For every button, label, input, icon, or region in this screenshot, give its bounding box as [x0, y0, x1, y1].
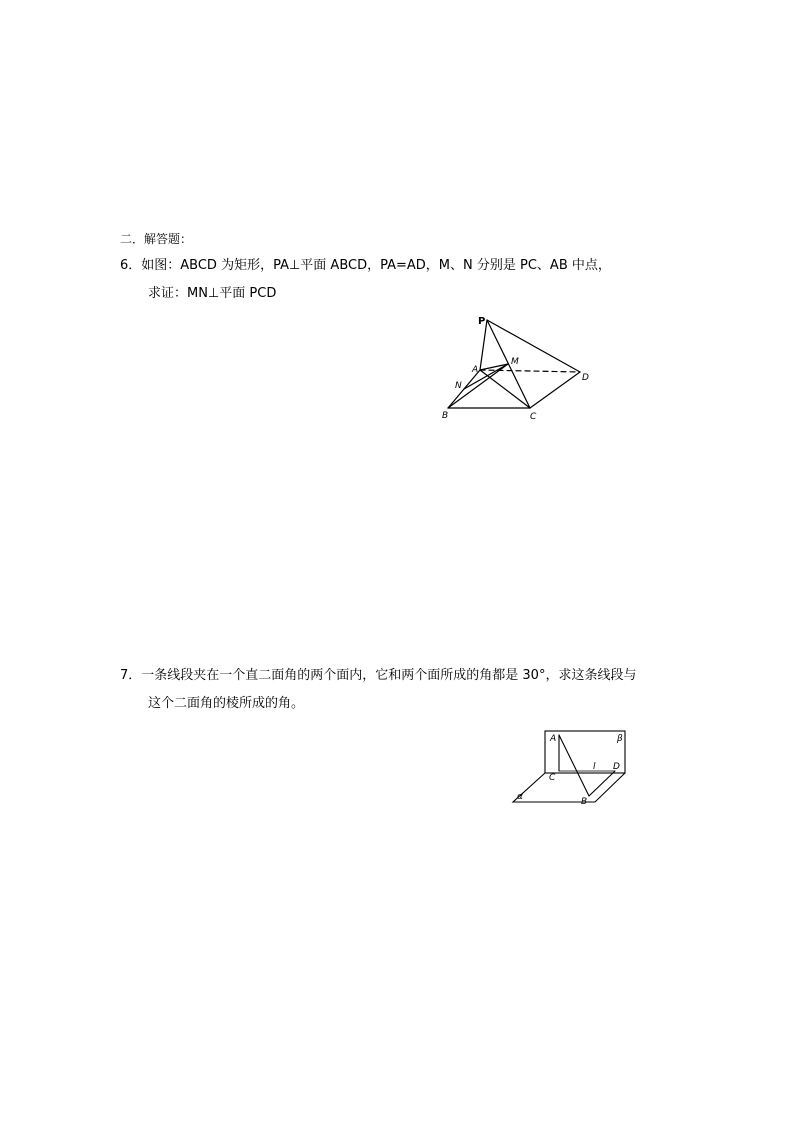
- label-P: P: [478, 316, 486, 327]
- segment-NM: [464, 364, 508, 389]
- label-C: C: [549, 773, 556, 783]
- label-B: B: [581, 797, 588, 807]
- label-D: D: [582, 373, 589, 383]
- label-C: C: [530, 412, 537, 422]
- question-7-goal: 这个二面角的棱所成的角。: [148, 696, 305, 711]
- label-l: l: [593, 762, 596, 772]
- label-N: N: [455, 381, 462, 391]
- dihedral-angle-figure: [505, 725, 635, 805]
- edge-PA: [480, 320, 487, 370]
- question-7-text: 7．一条线段夹在一个直二面角的两个面内，它和两个面所成的角都是 30°，求这条线段与: [120, 668, 637, 683]
- label-B: B: [442, 411, 449, 421]
- edge-CD: [530, 372, 580, 408]
- section-heading: 二．解答题：: [120, 232, 193, 246]
- label-alpha: α: [517, 792, 523, 802]
- label-beta: β: [617, 734, 623, 744]
- label-M: M: [511, 357, 519, 367]
- question-6-text: 6．如图：ABCD 为矩形，PA⊥平面 ABCD，PA=AD，M、N 分别是 PC、AB 中点，: [120, 258, 611, 273]
- label-A: A: [472, 365, 479, 375]
- segment-BD: [589, 771, 615, 796]
- segment-AB: [559, 735, 589, 796]
- question-6-goal: 求证：MN⊥平面 PCD: [148, 286, 277, 301]
- pyramid-figure: [440, 310, 600, 425]
- edge-PD: [487, 320, 580, 372]
- label-D: D: [613, 762, 620, 772]
- label-A: A: [550, 734, 557, 744]
